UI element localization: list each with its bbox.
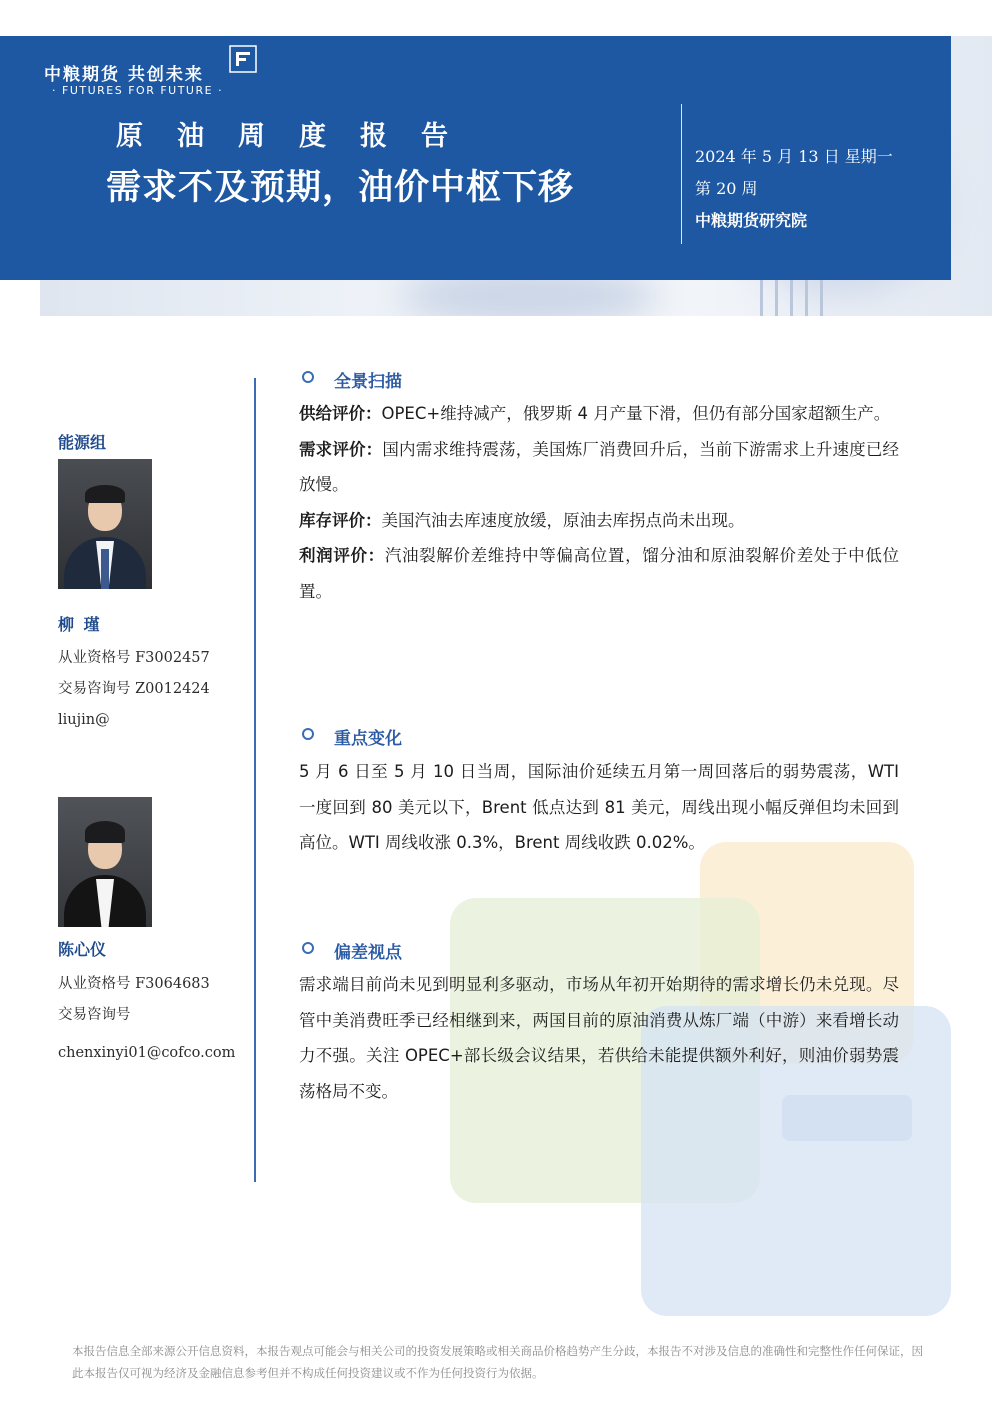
item-text: 汽油裂解价差维持中等偏高位置，馏分油和原油裂解价差处于中低位置。: [299, 546, 900, 601]
section-bullet-icon: [302, 942, 314, 954]
overview-item-profit: [299, 538, 899, 609]
analyst-qualification: 从业资格号 F3064683: [58, 976, 210, 992]
overview-content: [299, 396, 899, 609]
report-title: 需求不及预期，油价中枢下移: [106, 167, 575, 208]
item-key: 利润评价：: [299, 546, 385, 565]
logo-chinese: 中粮期货 共创未来: [44, 65, 204, 85]
section-title-key-changes: 重点变化: [334, 729, 402, 749]
analyst-name: 陈心仪: [58, 940, 107, 959]
analyst-consult-number: 交易咨询号: [58, 1007, 131, 1023]
report-institute: 中粮期货研究院: [695, 211, 808, 230]
logo-mark-icon: [228, 44, 258, 74]
analyst-email[interactable]: chenxinyi01@cofco.com: [58, 1045, 236, 1061]
analyst-qualification: 从业资格号 F3002457: [58, 650, 210, 666]
overview-item-supply: [299, 396, 899, 432]
report-type: 原油周度报告: [116, 121, 482, 152]
key-changes-content: 5 月 6 日至 5 月 10 日当周，国际油价延续五月第一周回落后的弱势震荡，WTI 一度回到 80 美元以下，Brent 低点达到 81 美元，周线出现小幅反弹但均未回到高位。WTI 周线收涨 0.3%，Brent 周线收跌 0.02%。: [299, 762, 899, 852]
item-text: 美国汽油去库速度放缓，原油去库拐点尚未出现。: [381, 510, 745, 530]
disclaimer: 本报告信息全部来源公开信息资料，本报告观点可能会与相关公司的投资发展策略或相关商品价格趋势产生分歧，本报告不对涉及信息的准确性和完整性作任何保证，因此本报告仅可视为经济及金融信息参考但并不构成任何投资建议或不作为任何投资行为依据。: [72, 1344, 923, 1380]
report-week: 第 20 周: [695, 179, 758, 198]
section-bullet-icon: [302, 371, 314, 383]
overview-item-demand: [299, 432, 899, 503]
item-key: 库存评价：: [299, 510, 382, 530]
sidebar-divider: [254, 378, 256, 1182]
avatar: [58, 459, 152, 589]
logo-english: · FUTURES FOR FUTURE ·: [52, 84, 224, 97]
deviation-view-content: 需求端目前尚未见到明显利多驱动，市场从年初开始期待的需求增长仍未兑现。尽管中美消费旺季已经相继到来，两国目前的原油消费从炼厂端（中游）来看增长动力不强。关注 OPEC+部长级会议结果，若供给未能提供额外利好，则油价弱势震荡格局不变。: [299, 975, 899, 1101]
section-title-deviation-view: 偏差视点: [334, 943, 402, 963]
item-key: 需求评价：: [299, 439, 383, 459]
analyst-email[interactable]: liujin@: [58, 712, 110, 728]
item-text: 国内需求维持震荡，美国炼厂消费回升后，当前下游需求上升速度已经放慢。: [299, 439, 900, 494]
overview-item-inventory: [299, 503, 899, 539]
report-date: 2024 年 5 月 13 日 星期一: [695, 147, 893, 166]
item-key: 供给评价：: [299, 404, 382, 423]
analyst-consult-number: 交易咨询号 Z0012424: [58, 681, 210, 697]
item-text: OPEC+维持减产，俄罗斯 4 月产量下滑，但仍有部分国家超额生产。: [381, 404, 891, 423]
header-divider: [681, 104, 682, 244]
section-bullet-icon: [302, 728, 314, 740]
analyst-name: 柳 瑾: [58, 615, 102, 634]
section-title-overview: 全景扫描: [334, 372, 402, 392]
group-label: 能源组: [58, 433, 107, 452]
avatar: [58, 797, 152, 927]
